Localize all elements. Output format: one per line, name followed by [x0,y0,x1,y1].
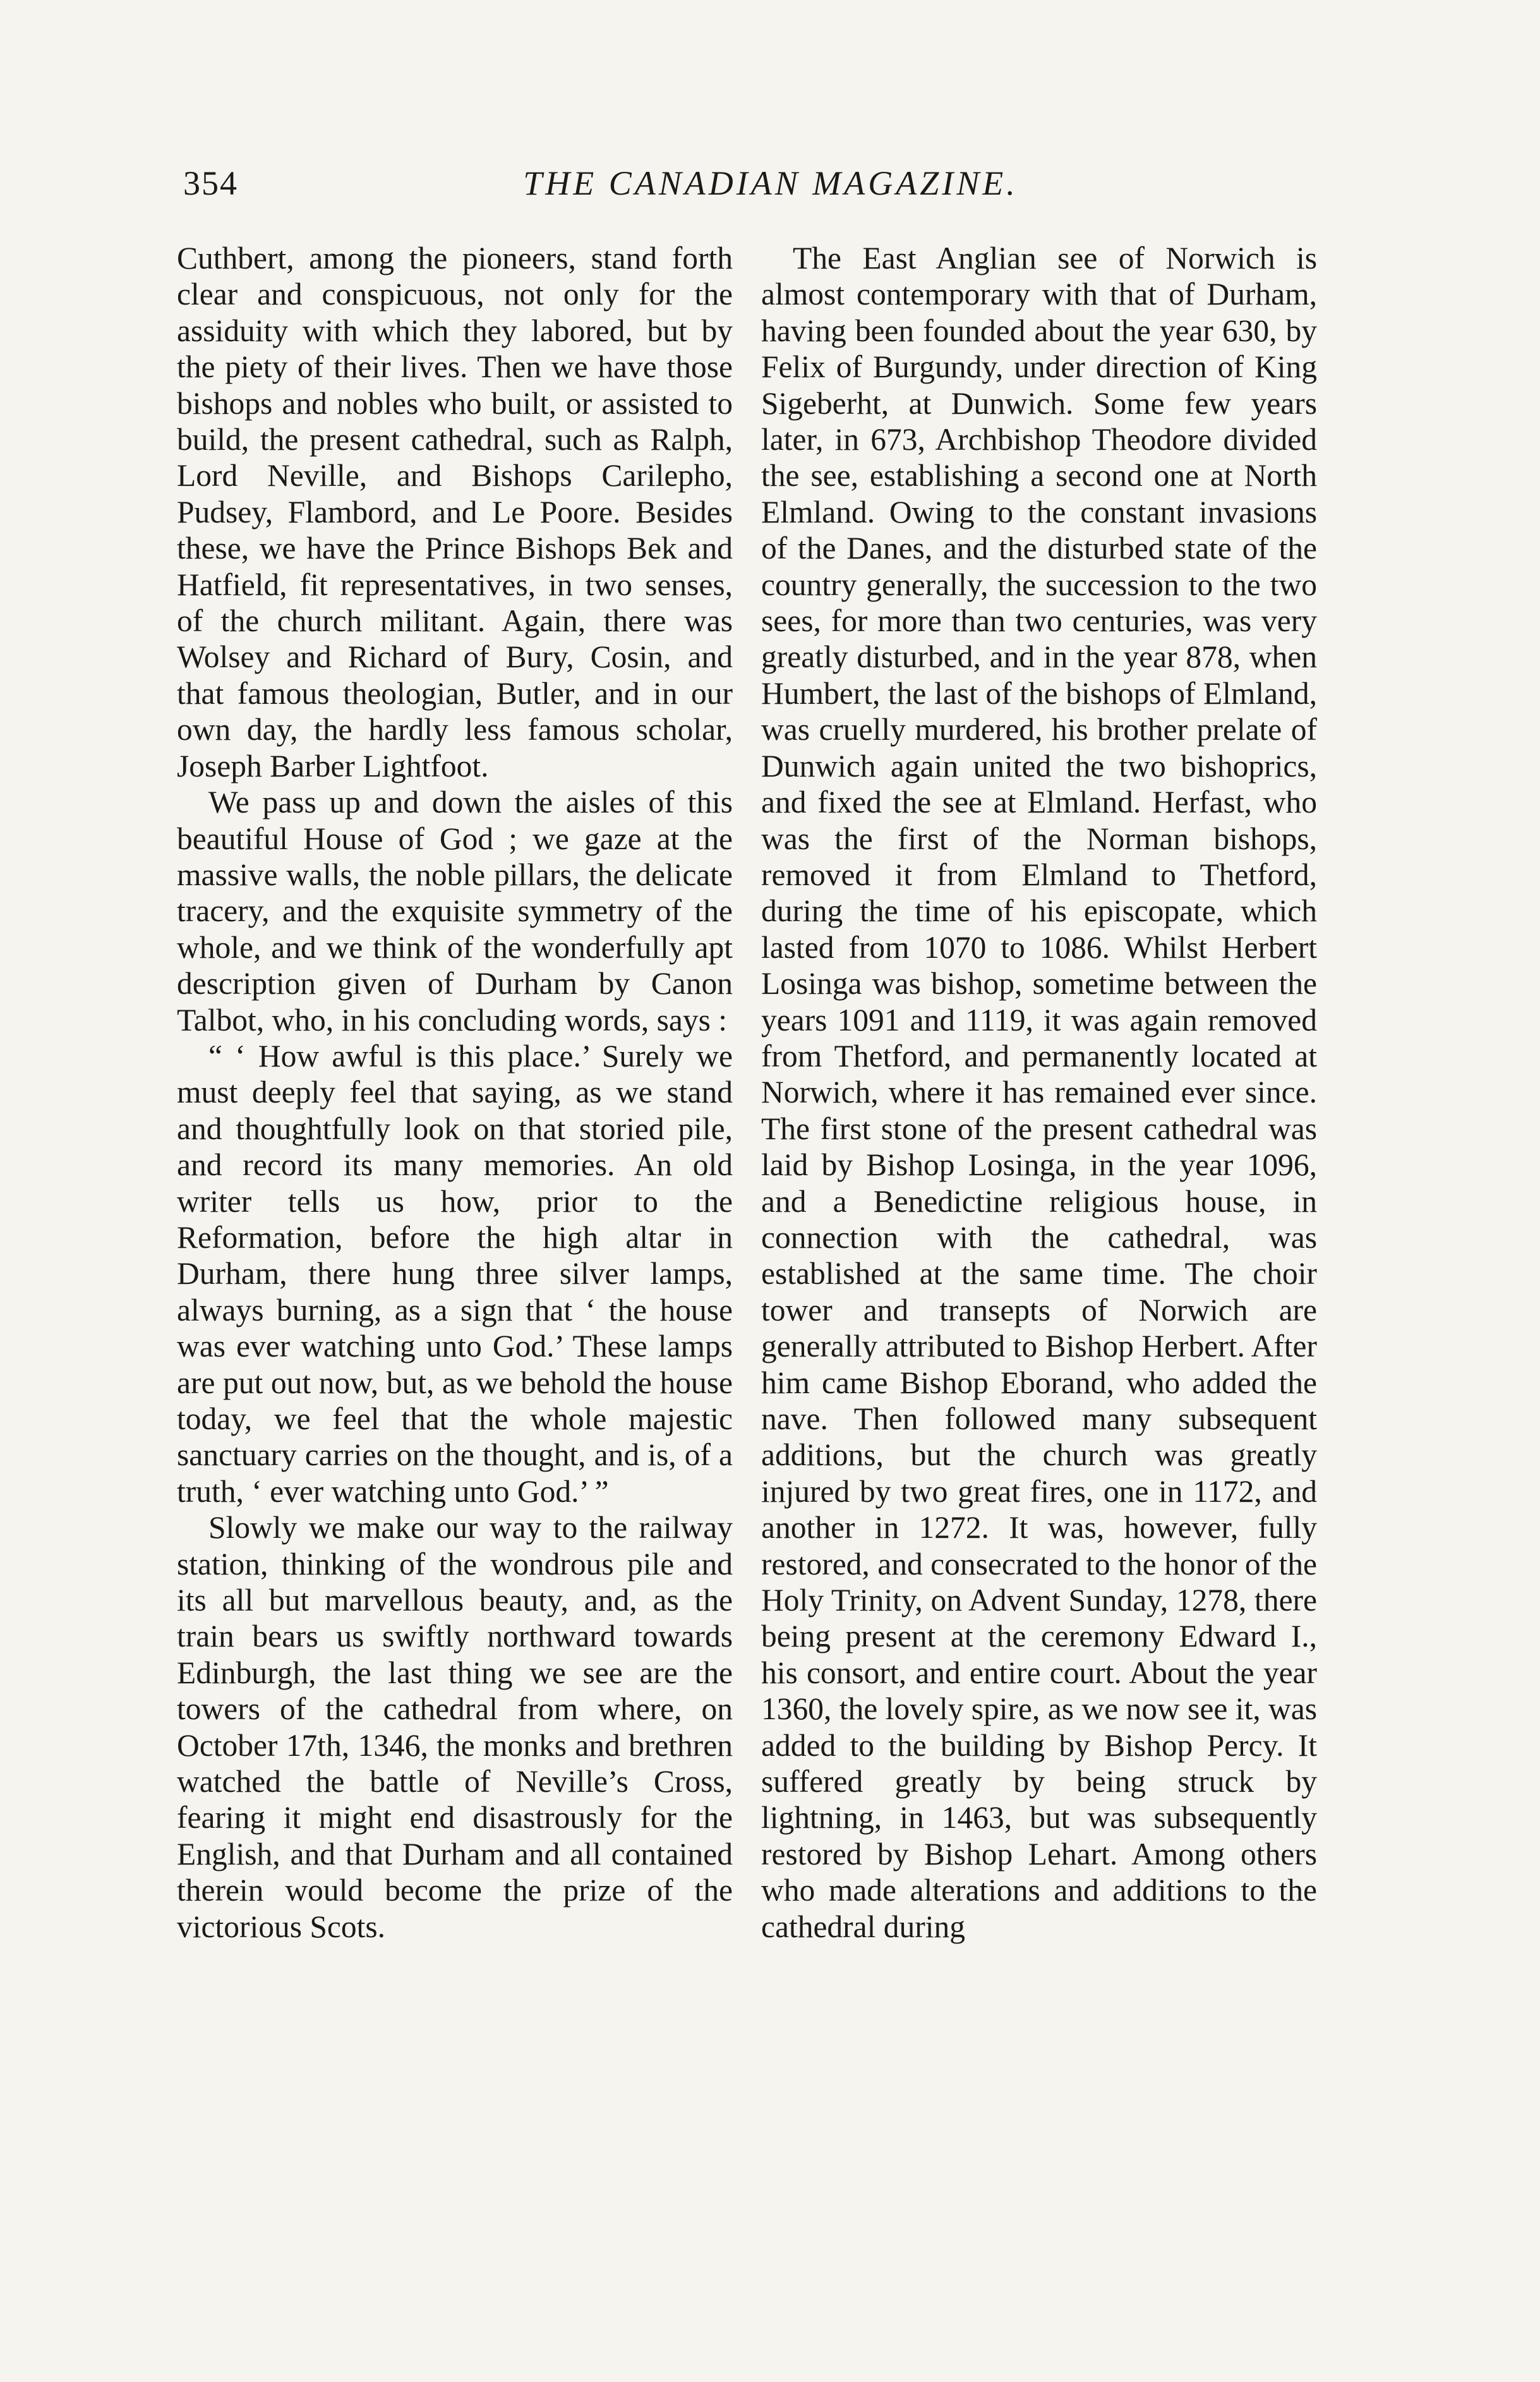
right-column [761,240,1317,1945]
running-title: THE CANADIAN MAGAZINE. [523,164,1018,202]
right-paragraph-1: The East Anglian see of Norwich is almost contemporary with that of Durham, having been founded about the year 630, by Felix of Burgundy, under direction of King Sigeberht, at Dunwich. Some few years later, in 673, Archbishop Theodore divided the see, establishing a second one at North Elmland. Owing to the constant invasions of the Danes, and the disturbed state of the country generally, the succession to the two sees, for more than two centuries, was very greatly disturbed, and in the year 878, when Humbert, the last of the bishops of Elmland, was cruelly murdered, his brother prelate of Dunwich again united the two bishoprics, and fixed the see at Elmland. Herfast, who was the first of the Norman bishops, removed it from Elmland to Thetford, during the time of his episcopate, which lasted from 1070 to 1086. Whilst Herbert Losinga was bishop, sometime between the years 1091 and 1119, it was again removed from Thetford, and permanently located at Norwich, where it has remained ever since. The first stone of the present cathedral was laid by Bishop Losinga, in the year 1096, and a Benedictine religious house, in connection with the cathedral, was established at the same time. The choir tower and transepts of Norwich are generally attributed to Bishop Herbert. After him came Bishop Eborand, who added the nave. Then followed many subsequent additions, but the church was greatly injured by two great fires, one in 1172, and another in 1272. It was, however, fully restored, and consecrated to the honor of the Holy Trinity, on Advent Sunday, 1278, there being present at the ceremony Edward I., his consort, and entire court. About the year 1360, the lovely spire, as we now see it, was added to the building by Bishop Percy. It suffered greatly by being struck by lightning, in 1463, but was subsequently restored by Bishop Lehart. Among others who made alterations and additions to the cathedral during [761,241,1317,1944]
page-header [183,158,1358,209]
left-paragraph-2: We pass up and down the aisles of this beautiful House of God ; we gaze at the massive walls, the noble pillars, the delicate tracery, and the exquisite symmetry of the whole, and we think of the wonderfully apt description given of Durham by Canon Talbot, who, in his concluding words, says : [177,785,733,1037]
left-paragraph-quote: “ ‘ How awful is this place.’ Surely we must deeply feel that saying, as we stand and thoughtfully look on that storied pile, and record its many memories. An old writer tells us how, prior to the Reformation, before the high altar in Durham, there hung three silver lamps, always burning, as a sign that ‘ the house was ever watching unto God.’ These lamps are put out now, but, as we behold the house today, we feel that the whole majestic sanctuary carries on the thought, and is, of a truth, ‘ ever watching unto God.’ ” [177,1038,733,1509]
left-column [177,240,733,1945]
left-paragraph-4: Slowly we make our way to the railway station, thinking of the wondrous pile and its all but marvellous beauty, and, as the train bears us swiftly northward towards Edinburgh, the last thing we see are the towers of the cathedral from where, on October 17th, 1346, the monks and brethren watched the battle of Neville’s Cross, fearing it might end disastrously for the English, and that Durham and all contained therein would become the prize of the victorious Scots. [177,1510,733,1944]
page-number: 354 [183,164,238,202]
left-paragraph-1: Cuthbert, among the pioneers, stand forth clear and conspicuous, not only for the assiduity with which they labored, but by the piety of their lives. Then we have those bishops and nobles who built, or assisted to build, the present cathedral, such as Ralph, Lord Neville, and Bishops Carilepho, Pudsey, Flambord, and Le Poore. Besides these, we have the Prince Bishops Bek and Hatfield, fit representatives, in two senses, of the church militant. Again, there was Wolsey and Richard of Bury, Cosin, and that famous theologian, Butler, and in our own day, the hardly less famous scholar, Joseph Barber Lightfoot. [177,241,733,783]
